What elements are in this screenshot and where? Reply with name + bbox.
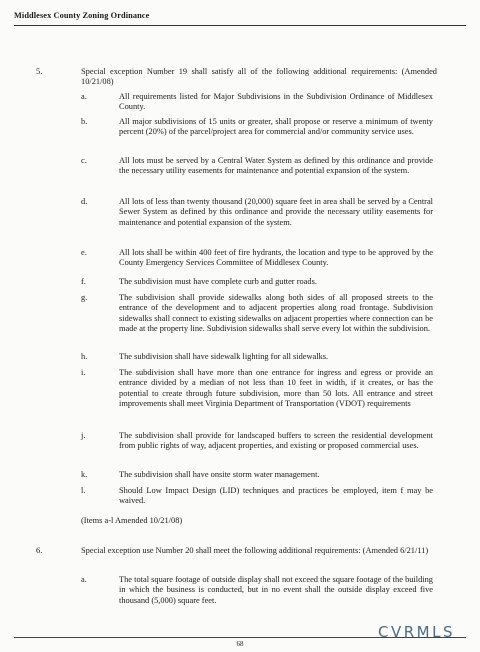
item-letter: d. <box>81 197 88 206</box>
section-text: Special exception Number 19 shall satisfy all of the following additional requirements: (Amended 10/21/08) <box>81 67 437 87</box>
section-number: 6. <box>36 546 43 555</box>
item-letter: f. <box>81 277 86 286</box>
amendment-note: (Items a-l Amended 10/21/08) <box>81 516 183 525</box>
item-text: The subdivision must have complete curb and gutter roads. <box>119 277 317 286</box>
item-letter: i. <box>81 368 86 377</box>
item-text: All requirements listed for Major Subdivisions in the Subdivision Ordinance of Middlesex County. <box>119 92 433 112</box>
item-text: The subdivision shall have more than one entrance for ingress and egress or provide an entrance divided by a median of not less than 10 feet in width, if it creates, or has the potential to create through future subdivision, more than 50 lots. All entrance and street improvements shall meet Virginia Department of Transportation (VDOT) requirements <box>119 368 433 409</box>
item-text: The subdivision shall provide sidewalks along both sides of all proposed streets to the entrance of the development and to adjacent properties along road frontage. Subdivision sidewalks shall connect to existing sidewalks on adjacent properties where connection can be made at the property line. Subdivision sidewalks shall serve every lot within the subdivision. <box>119 293 433 334</box>
section-text: Special exception use Number 20 shall meet the following additional requirements: (Amended 6/21/11) <box>81 546 429 555</box>
header-rule <box>14 25 466 26</box>
item-letter: h. <box>81 352 88 361</box>
item-letter: l. <box>81 486 86 495</box>
item-letter: j. <box>81 431 86 440</box>
item-text: The subdivision shall have onsite storm water management. <box>119 470 320 479</box>
item-letter: a. <box>81 92 87 101</box>
item-letter: c. <box>81 156 87 165</box>
running-header: Middlesex County Zoning Ordinance <box>14 11 150 20</box>
item-letter: g. <box>81 293 88 302</box>
item-text: The total square footage of outside display shall not exceed the square footage of the building in which the business is conducted, but in no event shall the outside display exceed five thousand (5,000) square feet. <box>119 575 433 605</box>
page-number: 68 <box>236 640 244 648</box>
item-text: All lots shall be within 400 feet of fire hydrants, the location and type to be approved by the County Emergency Services Committee of Middlesex County. <box>119 248 433 268</box>
item-text: All major subdivisions of 15 units or greater, shall propose or reserve a minimum of twenty percent (20%) of the parcel/project area for commercial and/or community service uses. <box>119 117 433 137</box>
item-text: All lots of less than twenty thousand (20,000) square feet in area shall be served by a Central Sewer System as defined by this ordinance and provide the necessary utility easements for maintenance and potential expansion of the system. <box>119 197 433 227</box>
item-text: Should Low Impact Design (LID) techniques and practices be employed, item f may be waived. <box>119 486 433 506</box>
footer-rule <box>14 637 466 638</box>
item-letter: e. <box>81 248 87 257</box>
item-text: The subdivision shall have sidewalk lighting for all sidewalks. <box>119 352 329 361</box>
watermark-logo <box>378 623 455 641</box>
item-letter: b. <box>81 117 88 126</box>
watermark-text: CVRMLS <box>378 623 455 641</box>
item-letter: a. <box>81 575 87 584</box>
item-text: All lots must be served by a Central Water System as defined by this ordinance and provide the necessary utility easements for maintenance and potential expansion of the system. <box>119 156 433 176</box>
item-text: The subdivision shall provide for landscaped buffers to screen the residential development from public rights of way, adjacent properties, and existing or proposed commercial uses. <box>119 431 433 451</box>
section-number: 5. <box>36 67 43 76</box>
item-letter: k. <box>81 470 88 479</box>
